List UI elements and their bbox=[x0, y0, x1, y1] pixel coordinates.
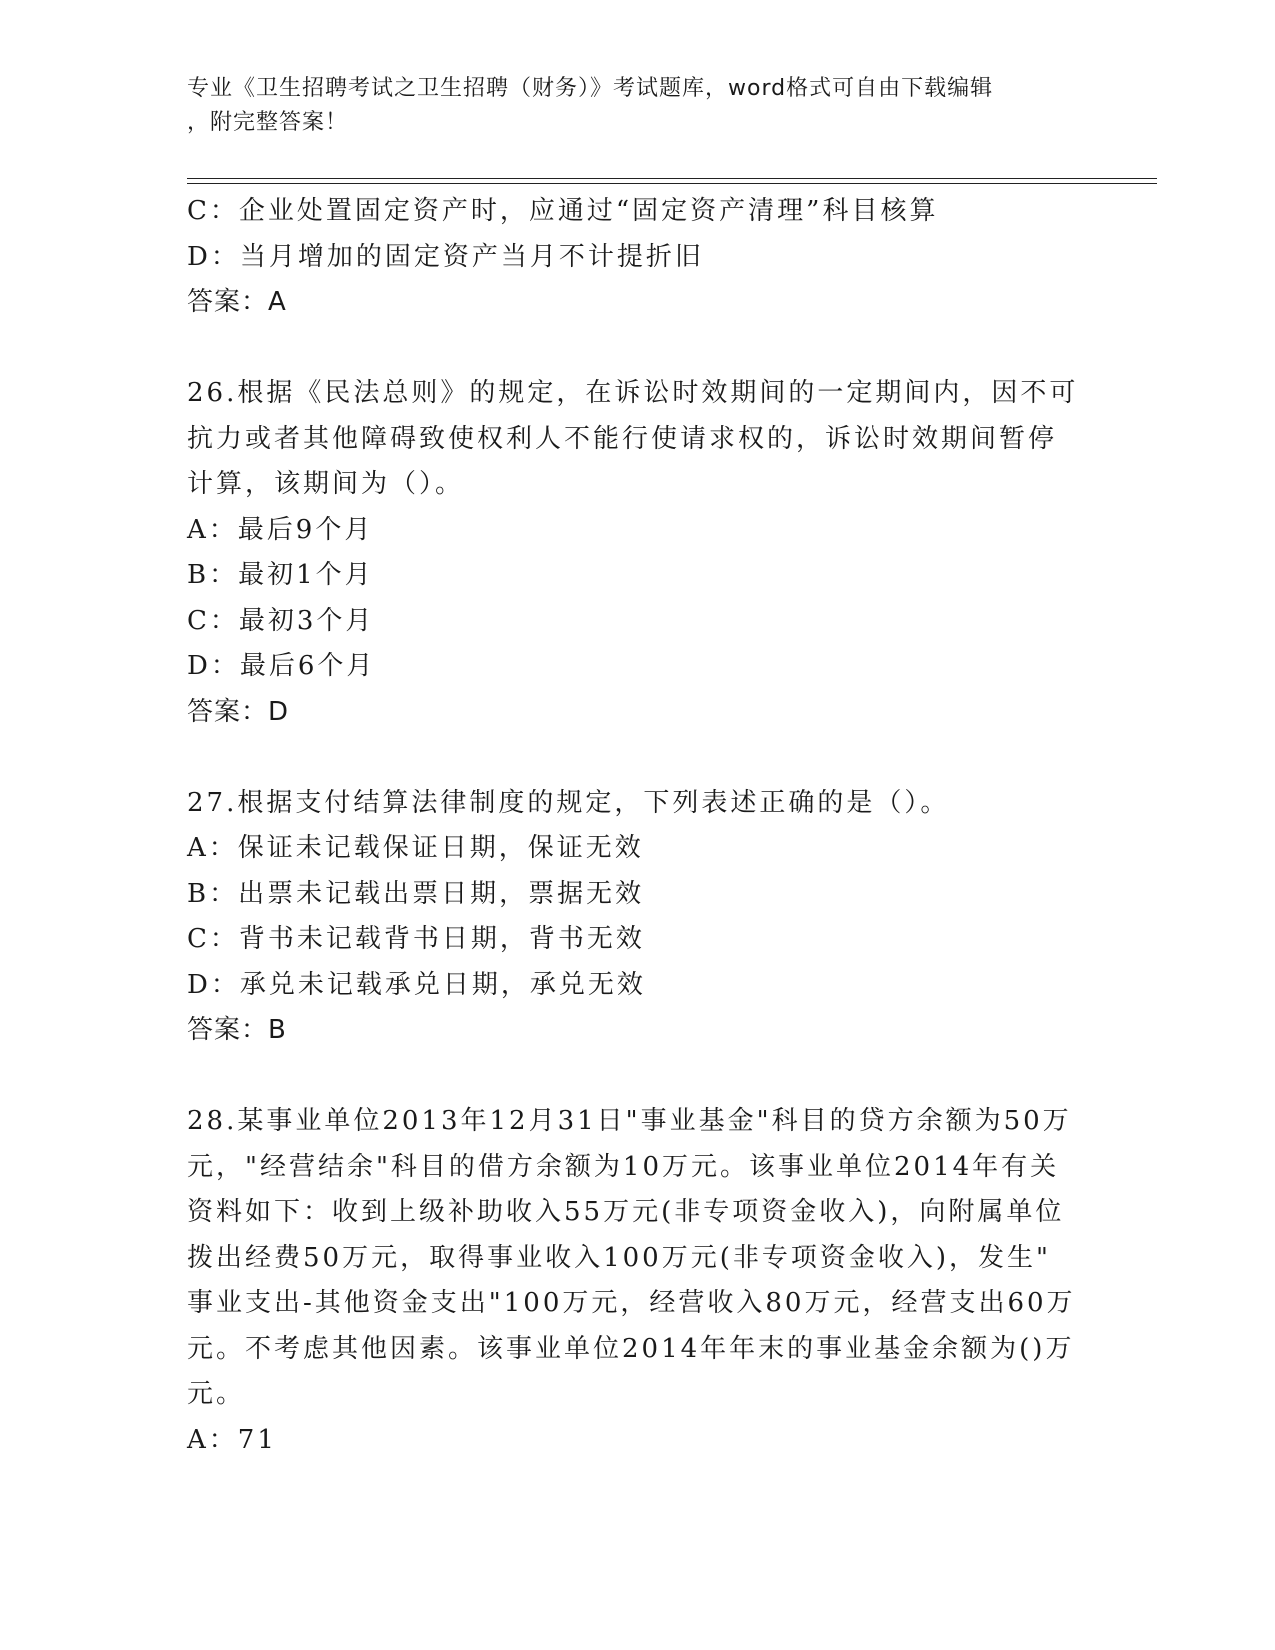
question-28 bbox=[187, 1099, 1087, 1463]
question-25 bbox=[187, 189, 1087, 326]
question-stem: 元，"经营结余"科目的借方余额为10万元。该事业单位2014年有关 bbox=[187, 1151, 1060, 1182]
question-stem: 26.根据《民法总则》的规定，在诉讼时效期间的一定期间内，因不可 bbox=[187, 378, 1079, 408]
option-a: A：71 bbox=[187, 1424, 277, 1455]
spacer bbox=[187, 1054, 1087, 1100]
option-a: A：最后9个月 bbox=[187, 514, 374, 545]
answer: 答案：A bbox=[187, 287, 287, 317]
header-line: 专业《卫生招聘考试之卫生招聘（财务）》考试题库，word格式可自由下载编辑 bbox=[187, 76, 994, 101]
question-27 bbox=[187, 781, 1087, 1054]
option-d: D：最后6个月 bbox=[187, 651, 376, 681]
option-c: C：企业处置固定资产时，应通过“固定资产清理”科目核算 bbox=[187, 196, 939, 226]
option-b: B：出票未记载出票日期，票据无效 bbox=[187, 878, 645, 909]
question-stem: 元。不考虑其他因素。该事业单位2014年年末的事业基金余额为()万 bbox=[187, 1333, 1075, 1364]
question-stem: 元。 bbox=[187, 1379, 246, 1409]
option-c: C：最初3个月 bbox=[187, 605, 375, 636]
option-c: C：背书未记载背书日期，背书无效 bbox=[187, 924, 645, 954]
question-stem: 计算，该期间为（）。 bbox=[187, 469, 465, 499]
question-stem: 拨出经费50万元，取得事业收入100万元(非专项资金收入)，发生" bbox=[187, 1242, 1051, 1273]
header-divider bbox=[187, 183, 1157, 184]
question-stem: 事业支出-其他资金支出"100万元，经营收入80万元，经营支出60万 bbox=[187, 1288, 1076, 1318]
question-content bbox=[187, 189, 1087, 1463]
header-line: ，附完整答案！ bbox=[187, 110, 349, 135]
option-b: B：最初1个月 bbox=[187, 560, 374, 590]
option-d: D：当月增加的固定资产当月不计提折旧 bbox=[187, 241, 704, 272]
answer: 答案：B bbox=[187, 1015, 287, 1045]
spacer bbox=[187, 735, 1087, 781]
option-d: D：承兑未记载承兑日期，承兑无效 bbox=[187, 969, 646, 1000]
document-header bbox=[187, 72, 1087, 140]
question-stem: 27.根据支付结算法律制度的规定，下列表述正确的是（）。 bbox=[187, 787, 950, 818]
answer: 答案：D bbox=[187, 696, 290, 727]
option-a: A：保证未记载保证日期，保证无效 bbox=[187, 833, 644, 863]
question-stem: 资料如下：收到上级补助收入55万元(非专项资金收入)，向附属单位 bbox=[187, 1197, 1065, 1227]
question-stem: 28.某事业单位2013年12月31日"事业基金"科目的贷方余额为50万 bbox=[187, 1106, 1072, 1136]
spacer bbox=[187, 326, 1087, 372]
question-26 bbox=[187, 371, 1087, 735]
question-stem: 抗力或者其他障碍致使权利人不能行使请求权的，诉讼时效期间暂停 bbox=[187, 423, 1058, 454]
header-divider bbox=[187, 178, 1157, 179]
